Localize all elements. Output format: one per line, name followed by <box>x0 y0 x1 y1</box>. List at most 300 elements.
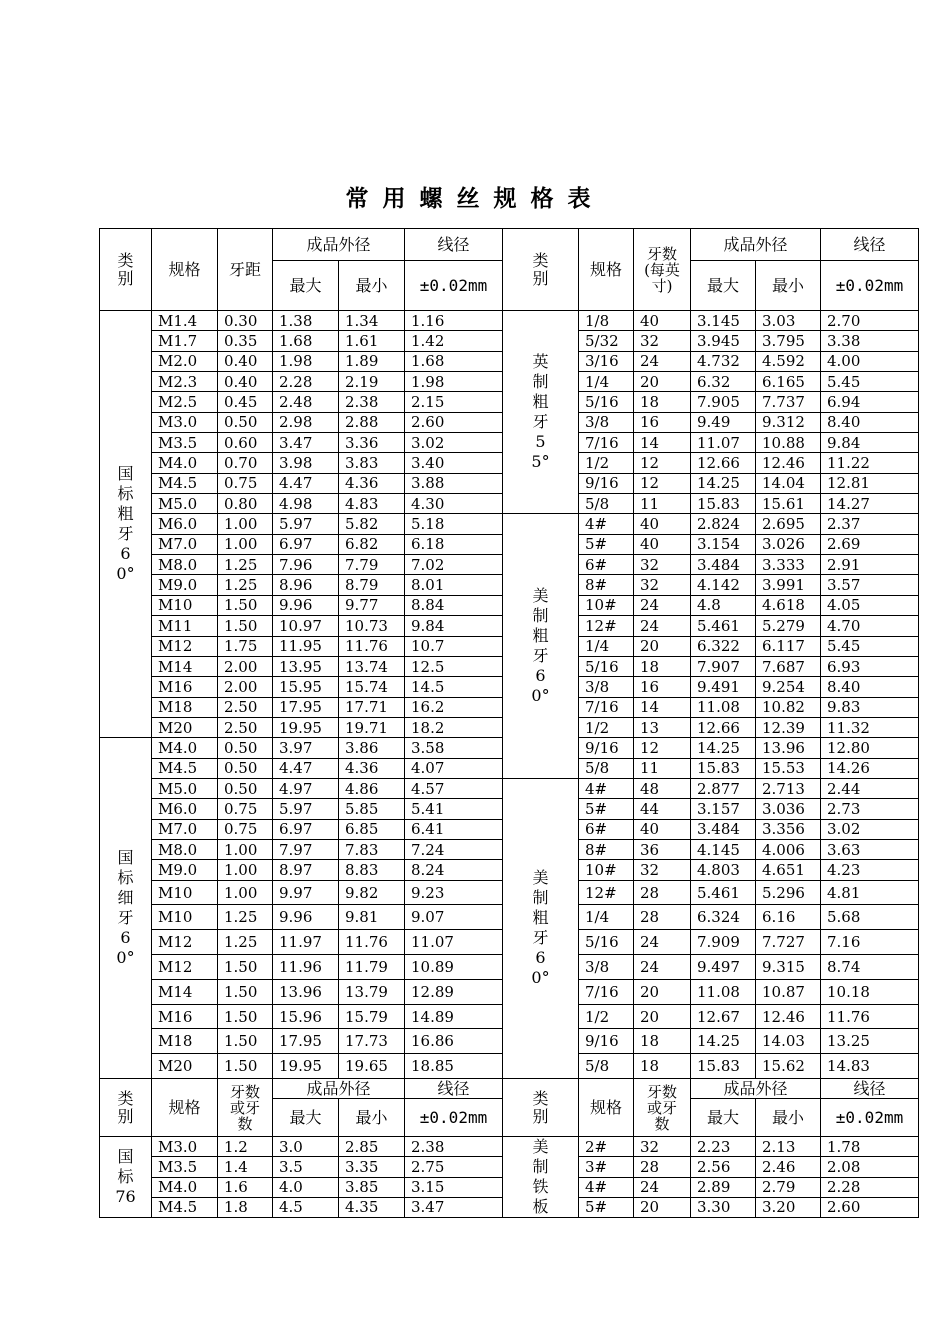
data-cell: 2.08 <box>821 1157 919 1177</box>
data-cell: 11.07 <box>691 433 756 453</box>
header-min: 最小 <box>339 261 405 311</box>
data-cell: 1.50 <box>218 595 273 615</box>
data-cell: 10# <box>579 860 634 880</box>
data-cell: 1.2 <box>218 1137 273 1157</box>
data-cell: 15.61 <box>756 494 821 514</box>
data-cell: 7.02 <box>405 555 503 575</box>
data-cell: 3.356 <box>756 819 821 839</box>
data-cell: 6# <box>579 819 634 839</box>
data-cell: 5.68 <box>821 905 919 930</box>
data-cell: 8.79 <box>339 575 405 595</box>
data-cell: 12.46 <box>756 453 821 473</box>
data-cell: 7.16 <box>821 930 919 955</box>
data-cell: 4.70 <box>821 616 919 636</box>
data-cell: M14 <box>152 979 218 1004</box>
data-cell: M10 <box>152 905 218 930</box>
data-cell: 2.28 <box>273 372 339 392</box>
data-cell: 2.28 <box>821 1177 919 1197</box>
data-cell: 12.39 <box>756 717 821 737</box>
data-cell: 32 <box>634 331 691 351</box>
data-cell: M8.0 <box>152 839 218 859</box>
data-cell: 0.40 <box>218 372 273 392</box>
data-cell: 3/8 <box>579 955 634 980</box>
data-cell: 3.86 <box>339 738 405 758</box>
data-cell: 10# <box>579 595 634 615</box>
data-cell: 12.5 <box>405 656 503 676</box>
data-cell: 9.82 <box>339 880 405 905</box>
data-cell: 24 <box>634 595 691 615</box>
data-cell: 3.15 <box>405 1177 503 1197</box>
data-cell: 3.154 <box>691 534 756 554</box>
data-cell: 3.026 <box>756 534 821 554</box>
data-cell: 4# <box>579 778 634 798</box>
data-cell: 44 <box>634 799 691 819</box>
data-cell: 8.84 <box>405 595 503 615</box>
data-cell: 1.00 <box>218 860 273 880</box>
data-cell: M5.0 <box>152 494 218 514</box>
data-cell: M14 <box>152 656 218 676</box>
data-cell: 2.713 <box>756 778 821 798</box>
data-cell: 4.00 <box>821 351 919 371</box>
group-label: 国标76 <box>115 1147 136 1206</box>
data-cell: 3.35 <box>339 1157 405 1177</box>
data-cell: 3# <box>579 1157 634 1177</box>
category-label: 类别 <box>117 250 134 288</box>
data-cell: 1.75 <box>218 636 273 656</box>
data-cell: 11.96 <box>273 955 339 980</box>
data-cell: 20 <box>634 372 691 392</box>
data-cell: 14.83 <box>821 1054 919 1079</box>
data-cell: 1.50 <box>218 1004 273 1029</box>
data-cell: 6# <box>579 555 634 575</box>
data-cell: 10.18 <box>821 979 919 1004</box>
data-cell: M4.5 <box>152 758 218 778</box>
header-category <box>503 229 579 311</box>
data-cell: 12.81 <box>821 473 919 493</box>
data-cell: 10.89 <box>405 955 503 980</box>
data-cell: 1/2 <box>579 1004 634 1029</box>
data-cell: 2.00 <box>218 677 273 697</box>
data-cell: 0.75 <box>218 473 273 493</box>
data-cell: 12.89 <box>405 979 503 1004</box>
data-cell: 4.05 <box>821 595 919 615</box>
data-cell: 4.81 <box>821 880 919 905</box>
data-cell: 1.25 <box>218 555 273 575</box>
data-cell: 4.30 <box>405 494 503 514</box>
data-cell: 28 <box>634 905 691 930</box>
data-cell: 5/32 <box>579 331 634 351</box>
data-cell: 9.254 <box>756 677 821 697</box>
data-cell: 1.50 <box>218 1054 273 1079</box>
header-wire-diameter: 线径 <box>405 1079 503 1099</box>
data-cell: 13.79 <box>339 979 405 1004</box>
data-cell: 5.461 <box>691 616 756 636</box>
data-cell: 7/16 <box>579 697 634 717</box>
data-cell: 7.97 <box>273 839 339 859</box>
data-cell: 5.82 <box>339 514 405 534</box>
data-cell: M3.0 <box>152 412 218 432</box>
data-cell: 15.74 <box>339 677 405 697</box>
table-row <box>100 514 919 534</box>
data-cell: 1.25 <box>218 930 273 955</box>
table-row <box>100 1137 919 1157</box>
data-cell: 19.71 <box>339 717 405 737</box>
data-cell: 18 <box>634 656 691 676</box>
data-cell: 12# <box>579 880 634 905</box>
data-cell: 5.85 <box>339 799 405 819</box>
data-cell: 9.312 <box>756 412 821 432</box>
data-cell: 2.50 <box>218 697 273 717</box>
data-cell: 9/16 <box>579 473 634 493</box>
data-cell: 6.41 <box>405 819 503 839</box>
data-cell: M5.0 <box>152 778 218 798</box>
data-cell: 6.94 <box>821 392 919 412</box>
data-cell: 6.324 <box>691 905 756 930</box>
data-cell: M18 <box>152 1029 218 1054</box>
group-label: 美制粗牙60° <box>531 586 550 706</box>
data-cell: 2.79 <box>756 1177 821 1197</box>
data-cell: M3.5 <box>152 1157 218 1177</box>
data-cell: 3.03 <box>756 311 821 331</box>
header-threads <box>218 1079 273 1137</box>
data-cell: 11.76 <box>339 636 405 656</box>
data-cell: 1.61 <box>339 331 405 351</box>
data-cell: 5# <box>579 534 634 554</box>
data-cell: 12 <box>634 473 691 493</box>
data-cell: 13.95 <box>273 656 339 676</box>
data-cell: M18 <box>152 697 218 717</box>
data-cell: M16 <box>152 1004 218 1029</box>
data-cell: 3.83 <box>339 453 405 473</box>
data-cell: 9.84 <box>821 433 919 453</box>
data-cell: 13.25 <box>821 1029 919 1054</box>
data-cell: 2.38 <box>405 1137 503 1157</box>
data-cell: 4.145 <box>691 839 756 859</box>
data-cell: 3.02 <box>405 433 503 453</box>
data-cell: 2.695 <box>756 514 821 534</box>
data-cell: 24 <box>634 930 691 955</box>
data-cell: M11 <box>152 616 218 636</box>
data-cell: 2.60 <box>821 1197 919 1217</box>
data-cell: 1.25 <box>218 575 273 595</box>
data-cell: 1.00 <box>218 839 273 859</box>
data-cell: 2.48 <box>273 392 339 412</box>
screw-spec-table <box>99 228 919 1218</box>
data-cell: 8# <box>579 575 634 595</box>
data-cell: 11 <box>634 758 691 778</box>
data-cell: 2.13 <box>756 1137 821 1157</box>
data-cell: 14.26 <box>821 758 919 778</box>
data-cell: 8.24 <box>405 860 503 880</box>
data-cell: 7.905 <box>691 392 756 412</box>
data-cell: 8.83 <box>339 860 405 880</box>
data-cell: M3.5 <box>152 433 218 453</box>
data-cell: 6.117 <box>756 636 821 656</box>
header-outer-diameter: 成品外径 <box>691 1079 821 1099</box>
data-cell: 3.88 <box>405 473 503 493</box>
header-max: 最大 <box>691 261 756 311</box>
group-label: 美制粗牙60° <box>531 868 550 988</box>
data-cell: 10.7 <box>405 636 503 656</box>
data-cell: 2.69 <box>821 534 919 554</box>
data-cell: 9.96 <box>273 905 339 930</box>
data-cell: 3.40 <box>405 453 503 473</box>
data-cell: 11.76 <box>339 930 405 955</box>
data-cell: 7.24 <box>405 839 503 859</box>
data-cell: 11.07 <box>405 930 503 955</box>
data-cell: 9.49 <box>691 412 756 432</box>
data-cell: 17.71 <box>339 697 405 717</box>
data-cell: 16.86 <box>405 1029 503 1054</box>
data-cell: 24 <box>634 1177 691 1197</box>
category-label: 类别 <box>532 250 549 288</box>
data-cell: 7.907 <box>691 656 756 676</box>
data-cell: 14.27 <box>821 494 919 514</box>
data-cell: 4.5 <box>273 1197 339 1217</box>
data-cell: 32 <box>634 860 691 880</box>
data-cell: 7.727 <box>756 930 821 955</box>
data-cell: 2.38 <box>339 392 405 412</box>
table-row <box>100 1079 919 1099</box>
header-wire-diameter: 线径 <box>821 229 919 261</box>
data-cell: 9.315 <box>756 955 821 980</box>
data-cell: 1.42 <box>405 331 503 351</box>
data-cell: 6.32 <box>691 372 756 392</box>
data-cell: 3.0 <box>273 1137 339 1157</box>
data-cell: 10.87 <box>756 979 821 1004</box>
data-cell: 9.07 <box>405 905 503 930</box>
data-cell: 9.497 <box>691 955 756 980</box>
data-cell: 1.50 <box>218 1029 273 1054</box>
data-cell: 1.78 <box>821 1137 919 1157</box>
data-cell: M2.5 <box>152 392 218 412</box>
data-cell: 7/16 <box>579 979 634 1004</box>
data-cell: 3.484 <box>691 555 756 575</box>
data-cell: 5.97 <box>273 514 339 534</box>
data-cell: M8.0 <box>152 555 218 575</box>
group-label: 美制铁板 <box>532 1137 549 1216</box>
data-cell: 1.98 <box>273 351 339 371</box>
data-cell: 8# <box>579 839 634 859</box>
data-cell: 14.25 <box>691 1029 756 1054</box>
group-us-coarse-2 <box>503 778 579 1078</box>
data-cell: 4.57 <box>405 778 503 798</box>
data-cell: 3.20 <box>756 1197 821 1217</box>
data-cell: 3/16 <box>579 351 634 371</box>
data-cell: 5.45 <box>821 636 919 656</box>
data-cell: 3.036 <box>756 799 821 819</box>
data-cell: 12.66 <box>691 453 756 473</box>
data-cell: 3.57 <box>821 575 919 595</box>
data-cell: 2.98 <box>273 412 339 432</box>
data-cell: 5/16 <box>579 392 634 412</box>
data-cell: 5.45 <box>821 372 919 392</box>
data-cell: 0.30 <box>218 311 273 331</box>
data-cell: 2.00 <box>218 656 273 676</box>
data-cell: 8.97 <box>273 860 339 880</box>
data-cell: 6.82 <box>339 534 405 554</box>
data-cell: M4.5 <box>152 1197 218 1217</box>
header-wire-diameter: 线径 <box>405 229 503 261</box>
data-cell: 1.25 <box>218 905 273 930</box>
group-coarse-metric <box>100 311 152 738</box>
data-cell: 16 <box>634 677 691 697</box>
data-cell: 2.46 <box>756 1157 821 1177</box>
table-row <box>100 778 919 798</box>
group-label: 国标细牙60° <box>116 848 135 968</box>
data-cell: 3.38 <box>821 331 919 351</box>
header-min: 最小 <box>339 1099 405 1137</box>
data-cell: 12.46 <box>756 1004 821 1029</box>
data-cell: 16 <box>634 412 691 432</box>
data-cell: 10.73 <box>339 616 405 636</box>
data-cell: 3.47 <box>405 1197 503 1217</box>
data-cell: 14.25 <box>691 738 756 758</box>
data-cell: 0.35 <box>218 331 273 351</box>
data-cell: 1/8 <box>579 311 634 331</box>
data-cell: 0.50 <box>218 778 273 798</box>
data-cell: 1.00 <box>218 514 273 534</box>
header-outer-diameter: 成品外径 <box>273 229 405 261</box>
data-cell: 2# <box>579 1137 634 1157</box>
data-cell: 16.2 <box>405 697 503 717</box>
data-cell: 3/8 <box>579 412 634 432</box>
data-cell: 2.75 <box>405 1157 503 1177</box>
data-cell: 14.89 <box>405 1004 503 1029</box>
data-cell: 2.824 <box>691 514 756 534</box>
data-cell: 11.32 <box>821 717 919 737</box>
data-cell: 11.95 <box>273 636 339 656</box>
data-cell: 18 <box>634 1029 691 1054</box>
data-cell: 8.01 <box>405 575 503 595</box>
data-cell: 13.96 <box>756 738 821 758</box>
data-cell: 4.803 <box>691 860 756 880</box>
data-cell: M12 <box>152 930 218 955</box>
data-cell: 0.45 <box>218 392 273 412</box>
header-outer-diameter: 成品外径 <box>273 1079 405 1099</box>
data-cell: 18 <box>634 1054 691 1079</box>
data-cell: 48 <box>634 778 691 798</box>
data-cell: 7.737 <box>756 392 821 412</box>
data-cell: 4.97 <box>273 778 339 798</box>
data-cell: 3.333 <box>756 555 821 575</box>
data-cell: 3.945 <box>691 331 756 351</box>
data-cell: 15.95 <box>273 677 339 697</box>
data-cell: M2.3 <box>152 372 218 392</box>
data-cell: 4.83 <box>339 494 405 514</box>
group-label: 英制粗牙55° <box>531 352 550 472</box>
header-min: 最小 <box>756 261 821 311</box>
data-cell: 7.96 <box>273 555 339 575</box>
data-cell: 20 <box>634 1197 691 1217</box>
data-cell: 15.83 <box>691 758 756 778</box>
data-cell: M1.4 <box>152 311 218 331</box>
header-spec: 规格 <box>152 1079 218 1137</box>
page-title: 常用螺丝规格表 <box>345 185 605 212</box>
data-cell: 32 <box>634 555 691 575</box>
data-cell: 8.74 <box>821 955 919 980</box>
data-cell: 1.68 <box>405 351 503 371</box>
data-cell: 4.142 <box>691 575 756 595</box>
data-cell: 4# <box>579 514 634 534</box>
data-cell: 11.79 <box>339 955 405 980</box>
data-cell: 1.68 <box>273 331 339 351</box>
data-cell: 3.30 <box>691 1197 756 1217</box>
data-cell: 1.00 <box>218 534 273 554</box>
data-cell: 20 <box>634 1004 691 1029</box>
data-cell: M9.0 <box>152 860 218 880</box>
category-label: 类别 <box>117 1088 134 1126</box>
data-cell: 13 <box>634 717 691 737</box>
data-cell: 4.36 <box>339 473 405 493</box>
data-cell: 3.98 <box>273 453 339 473</box>
data-cell: M16 <box>152 677 218 697</box>
header-tolerance: ±0.02mm <box>821 261 919 311</box>
data-cell: 1.98 <box>405 372 503 392</box>
data-cell: 1/2 <box>579 717 634 737</box>
data-cell: 1.8 <box>218 1197 273 1217</box>
data-cell: 13.96 <box>273 979 339 1004</box>
data-cell: 11 <box>634 494 691 514</box>
data-cell: 2.60 <box>405 412 503 432</box>
data-cell: 1.50 <box>218 979 273 1004</box>
data-cell: 2.85 <box>339 1137 405 1157</box>
data-cell: 3.145 <box>691 311 756 331</box>
data-cell: M20 <box>152 717 218 737</box>
data-cell: M3.0 <box>152 1137 218 1157</box>
data-cell: 18.85 <box>405 1054 503 1079</box>
header-pitch: 牙距 <box>218 229 273 311</box>
header-max: 最大 <box>273 261 339 311</box>
data-cell: 3.02 <box>821 819 919 839</box>
data-cell: 32 <box>634 1137 691 1157</box>
data-cell: 2.877 <box>691 778 756 798</box>
data-cell: 14 <box>634 433 691 453</box>
data-cell: 4.0 <box>273 1177 339 1197</box>
header-tolerance: ±0.02mm <box>821 1099 919 1137</box>
data-cell: 15.79 <box>339 1004 405 1029</box>
data-cell: M20 <box>152 1054 218 1079</box>
data-cell: M4.5 <box>152 473 218 493</box>
data-cell: 3.991 <box>756 575 821 595</box>
data-cell: 9.83 <box>821 697 919 717</box>
data-cell: 3.63 <box>821 839 919 859</box>
data-cell: M2.0 <box>152 351 218 371</box>
data-cell: 6.97 <box>273 534 339 554</box>
data-cell: 3.157 <box>691 799 756 819</box>
group-fine-metric <box>100 738 152 1079</box>
data-cell: 19.65 <box>339 1054 405 1079</box>
data-cell: 4.732 <box>691 351 756 371</box>
data-cell: M4.0 <box>152 738 218 758</box>
data-cell: 5/8 <box>579 494 634 514</box>
data-cell: M6.0 <box>152 514 218 534</box>
data-cell: 9.96 <box>273 595 339 615</box>
data-cell: 1.16 <box>405 311 503 331</box>
data-cell: 6.18 <box>405 534 503 554</box>
data-cell: M4.0 <box>152 1177 218 1197</box>
data-cell: 17.95 <box>273 1029 339 1054</box>
group-us-coarse-1 <box>503 514 579 778</box>
data-cell: 4.98 <box>273 494 339 514</box>
data-cell: 28 <box>634 1157 691 1177</box>
data-cell: M1.7 <box>152 331 218 351</box>
data-cell: 3.58 <box>405 738 503 758</box>
data-cell: 14.5 <box>405 677 503 697</box>
data-cell: 11.97 <box>273 930 339 955</box>
data-cell: 40 <box>634 311 691 331</box>
data-cell: 4# <box>579 1177 634 1197</box>
